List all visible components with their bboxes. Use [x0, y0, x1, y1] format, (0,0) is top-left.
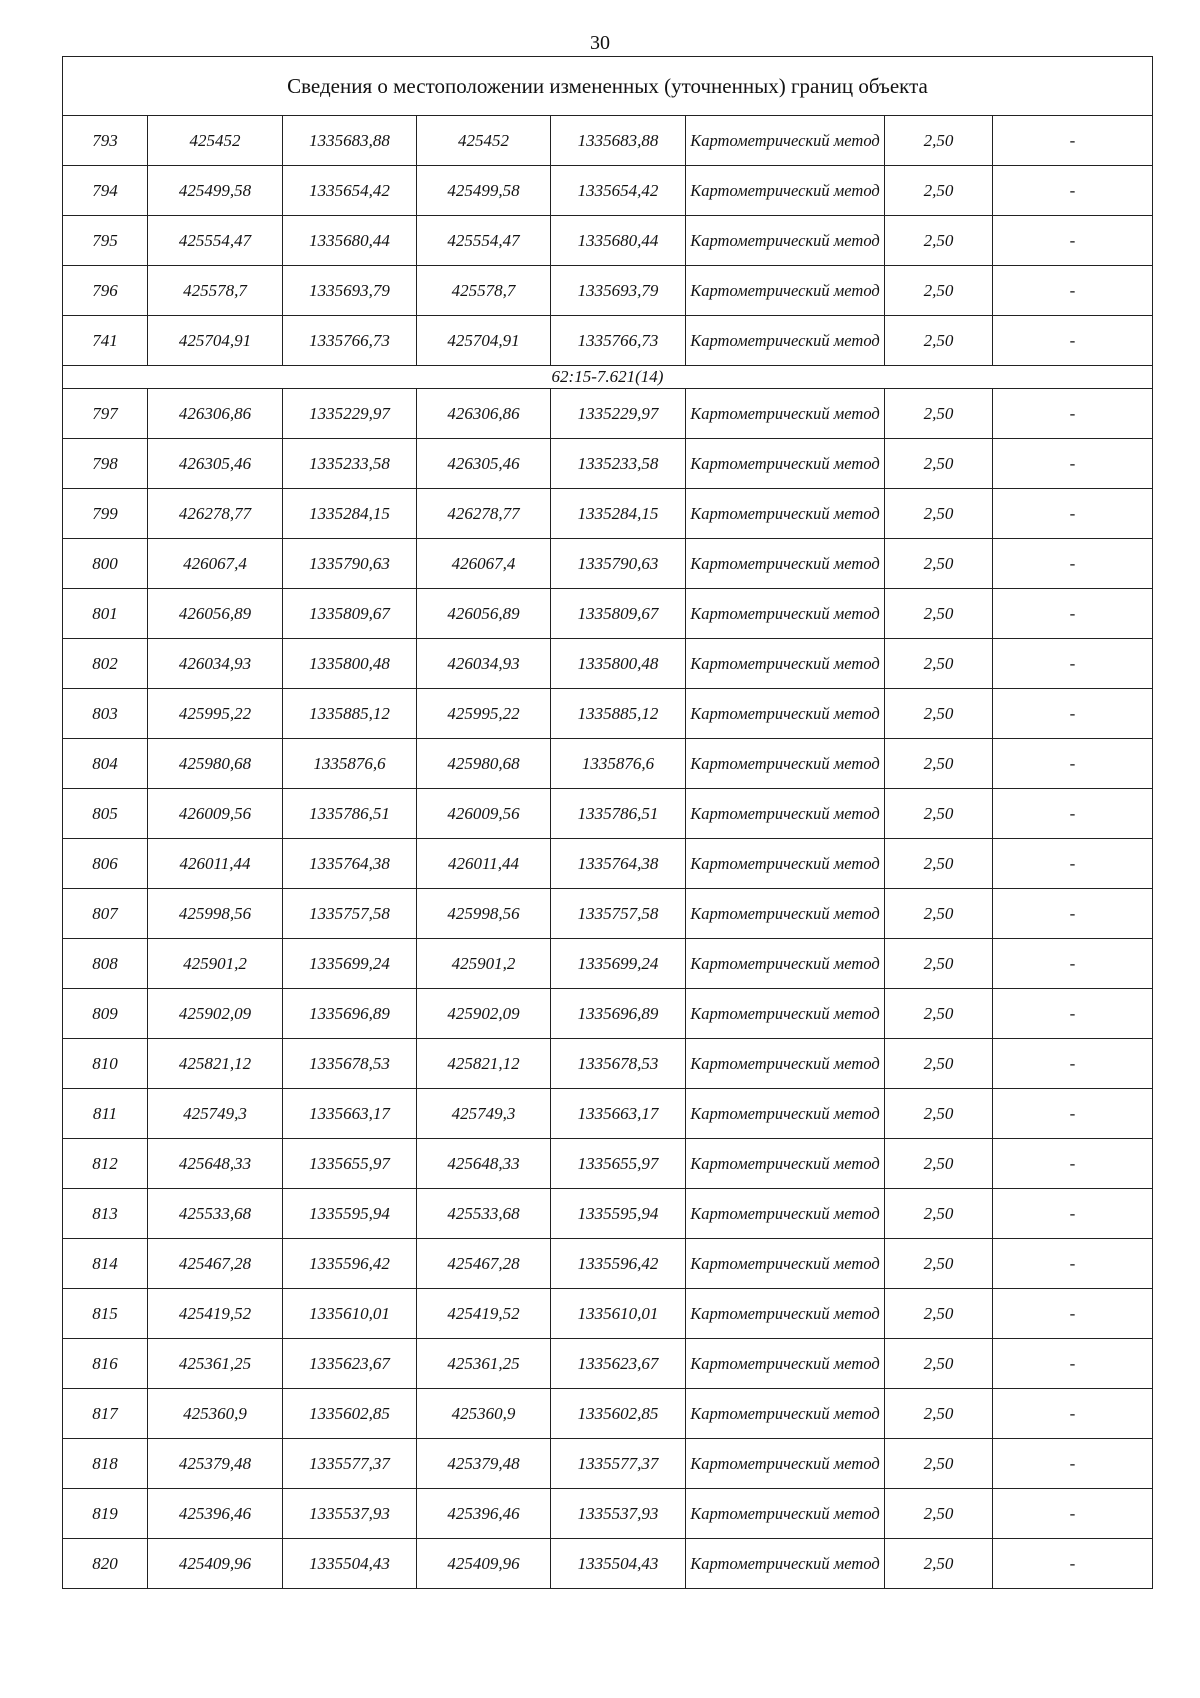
note-cell: -: [993, 539, 1153, 589]
precision-cell: 2,50: [885, 1389, 993, 1439]
table-body: [63, 57, 1153, 1589]
note-cell: -: [993, 1389, 1153, 1439]
note-cell: -: [993, 1139, 1153, 1189]
y-refined-cell: 1335678,53: [551, 1039, 686, 1089]
point-number-cell: 813: [63, 1189, 148, 1239]
precision-cell: 2,50: [885, 789, 993, 839]
method-cell: Картометрический метод: [686, 789, 885, 839]
y-existing-cell: 1335537,93: [283, 1489, 417, 1539]
x-refined-cell: 425578,7: [417, 266, 551, 316]
table-row: [63, 739, 1153, 789]
method-cell: Картометрический метод: [686, 1539, 885, 1589]
y-refined-cell: 1335876,6: [551, 739, 686, 789]
y-existing-cell: 1335809,67: [283, 589, 417, 639]
x-existing-cell: 425467,28: [148, 1239, 283, 1289]
method-cell: Картометрический метод: [686, 1289, 885, 1339]
method-cell: Картометрический метод: [686, 689, 885, 739]
point-number-cell: 798: [63, 439, 148, 489]
table-row: [63, 389, 1153, 439]
note-cell: -: [993, 989, 1153, 1039]
x-refined-cell: 425902,09: [417, 989, 551, 1039]
x-refined-cell: 425749,3: [417, 1089, 551, 1139]
method-cell: Картометрический метод: [686, 1139, 885, 1189]
precision-cell: 2,50: [885, 489, 993, 539]
table-row: [63, 266, 1153, 316]
y-existing-cell: 1335655,97: [283, 1139, 417, 1189]
y-refined-cell: 1335757,58: [551, 889, 686, 939]
y-existing-cell: 1335790,63: [283, 539, 417, 589]
point-number-cell: 796: [63, 266, 148, 316]
method-cell: Картометрический метод: [686, 1039, 885, 1089]
x-existing-cell: 425396,46: [148, 1489, 283, 1539]
table-row: [63, 1489, 1153, 1539]
y-refined-cell: 1335693,79: [551, 266, 686, 316]
x-existing-cell: 425533,68: [148, 1189, 283, 1239]
table-row: [63, 1239, 1153, 1289]
note-cell: -: [993, 1089, 1153, 1139]
y-refined-cell: 1335764,38: [551, 839, 686, 889]
precision-cell: 2,50: [885, 266, 993, 316]
table-row: [63, 689, 1153, 739]
x-refined-cell: 425554,47: [417, 216, 551, 266]
x-existing-cell: 425419,52: [148, 1289, 283, 1339]
point-number-cell: 741: [63, 316, 148, 366]
y-existing-cell: 1335595,94: [283, 1189, 417, 1239]
table-row: [63, 1339, 1153, 1389]
y-existing-cell: 1335504,43: [283, 1539, 417, 1589]
y-refined-cell: 1335655,97: [551, 1139, 686, 1189]
table-row: [63, 589, 1153, 639]
x-refined-cell: 425409,96: [417, 1539, 551, 1589]
table-title-row: [63, 57, 1153, 116]
note-cell: -: [993, 1489, 1153, 1539]
precision-cell: 2,50: [885, 839, 993, 889]
y-refined-cell: 1335790,63: [551, 539, 686, 589]
y-refined-cell: 1335654,42: [551, 166, 686, 216]
y-refined-cell: 1335595,94: [551, 1189, 686, 1239]
method-cell: Картометрический метод: [686, 439, 885, 489]
y-refined-cell: 1335229,97: [551, 389, 686, 439]
note-cell: -: [993, 389, 1153, 439]
x-refined-cell: 426056,89: [417, 589, 551, 639]
point-number-cell: 806: [63, 839, 148, 889]
coordinates-table: [62, 56, 1153, 1589]
note-cell: -: [993, 1189, 1153, 1239]
x-existing-cell: 426278,77: [148, 489, 283, 539]
precision-cell: 2,50: [885, 739, 993, 789]
y-existing-cell: 1335678,53: [283, 1039, 417, 1089]
x-refined-cell: 425396,46: [417, 1489, 551, 1539]
method-cell: Картометрический метод: [686, 589, 885, 639]
x-refined-cell: 425980,68: [417, 739, 551, 789]
x-existing-cell: 426009,56: [148, 789, 283, 839]
note-cell: -: [993, 316, 1153, 366]
note-cell: -: [993, 1289, 1153, 1339]
precision-cell: 2,50: [885, 1189, 993, 1239]
y-refined-cell: 1335680,44: [551, 216, 686, 266]
point-number-cell: 795: [63, 216, 148, 266]
point-number-cell: 818: [63, 1439, 148, 1489]
y-refined-cell: 1335766,73: [551, 316, 686, 366]
x-existing-cell: 425749,3: [148, 1089, 283, 1139]
x-existing-cell: 426011,44: [148, 839, 283, 889]
table-row: [63, 839, 1153, 889]
point-number-cell: 804: [63, 739, 148, 789]
y-existing-cell: 1335786,51: [283, 789, 417, 839]
y-refined-cell: 1335800,48: [551, 639, 686, 689]
x-existing-cell: 425360,9: [148, 1389, 283, 1439]
y-refined-cell: 1335683,88: [551, 116, 686, 166]
note-cell: -: [993, 116, 1153, 166]
point-number-cell: 802: [63, 639, 148, 689]
method-cell: Картометрический метод: [686, 216, 885, 266]
x-existing-cell: 425995,22: [148, 689, 283, 739]
x-existing-cell: 426056,89: [148, 589, 283, 639]
x-refined-cell: 426034,93: [417, 639, 551, 689]
x-refined-cell: 425379,48: [417, 1439, 551, 1489]
y-refined-cell: 1335786,51: [551, 789, 686, 839]
y-refined-cell: 1335233,58: [551, 439, 686, 489]
point-number-cell: 809: [63, 989, 148, 1039]
method-cell: Картометрический метод: [686, 1239, 885, 1289]
y-existing-cell: 1335764,38: [283, 839, 417, 889]
method-cell: Картометрический метод: [686, 266, 885, 316]
point-number-cell: 793: [63, 116, 148, 166]
method-cell: Картометрический метод: [686, 1089, 885, 1139]
y-existing-cell: 1335602,85: [283, 1389, 417, 1439]
x-existing-cell: 425452: [148, 116, 283, 166]
x-existing-cell: 425902,09: [148, 989, 283, 1039]
note-cell: -: [993, 1039, 1153, 1089]
precision-cell: 2,50: [885, 389, 993, 439]
method-cell: Картометрический метод: [686, 989, 885, 1039]
x-existing-cell: 425578,7: [148, 266, 283, 316]
precision-cell: 2,50: [885, 1339, 993, 1389]
x-refined-cell: 425360,9: [417, 1389, 551, 1439]
table-row: [63, 1539, 1153, 1589]
y-existing-cell: 1335663,17: [283, 1089, 417, 1139]
point-number-cell: 805: [63, 789, 148, 839]
y-refined-cell: 1335284,15: [551, 489, 686, 539]
method-cell: Картометрический метод: [686, 889, 885, 939]
table-row: [63, 116, 1153, 166]
note-cell: -: [993, 589, 1153, 639]
point-number-cell: 815: [63, 1289, 148, 1339]
note-cell: -: [993, 1439, 1153, 1489]
method-cell: Картометрический метод: [686, 1439, 885, 1489]
y-existing-cell: 1335693,79: [283, 266, 417, 316]
note-cell: -: [993, 266, 1153, 316]
method-cell: Картометрический метод: [686, 316, 885, 366]
note-cell: -: [993, 489, 1153, 539]
point-number-cell: 814: [63, 1239, 148, 1289]
point-number-cell: 819: [63, 1489, 148, 1539]
y-existing-cell: 1335596,42: [283, 1239, 417, 1289]
x-existing-cell: 425499,58: [148, 166, 283, 216]
x-existing-cell: 426305,46: [148, 439, 283, 489]
method-cell: Картометрический метод: [686, 166, 885, 216]
note-cell: -: [993, 889, 1153, 939]
y-existing-cell: 1335654,42: [283, 166, 417, 216]
y-existing-cell: 1335699,24: [283, 939, 417, 989]
x-existing-cell: 426306,86: [148, 389, 283, 439]
x-refined-cell: 425467,28: [417, 1239, 551, 1289]
y-refined-cell: 1335504,43: [551, 1539, 686, 1589]
point-number-cell: 808: [63, 939, 148, 989]
precision-cell: 2,50: [885, 1489, 993, 1539]
x-existing-cell: 426067,4: [148, 539, 283, 589]
note-cell: -: [993, 689, 1153, 739]
table-row: [63, 1389, 1153, 1439]
table-row: [63, 1289, 1153, 1339]
precision-cell: 2,50: [885, 539, 993, 589]
y-existing-cell: 1335623,67: [283, 1339, 417, 1389]
y-refined-cell: 1335885,12: [551, 689, 686, 739]
method-cell: Картометрический метод: [686, 1489, 885, 1539]
table-row: [63, 216, 1153, 266]
table-row: [63, 489, 1153, 539]
y-existing-cell: 1335680,44: [283, 216, 417, 266]
x-refined-cell: 425704,91: [417, 316, 551, 366]
table-row: [63, 639, 1153, 689]
table-row: [63, 316, 1153, 366]
precision-cell: 2,50: [885, 1289, 993, 1339]
precision-cell: 2,50: [885, 1239, 993, 1289]
y-refined-cell: 1335623,67: [551, 1339, 686, 1389]
y-existing-cell: 1335610,01: [283, 1289, 417, 1339]
precision-cell: 2,50: [885, 889, 993, 939]
x-refined-cell: 425648,33: [417, 1139, 551, 1189]
y-refined-cell: 1335610,01: [551, 1289, 686, 1339]
y-existing-cell: 1335229,97: [283, 389, 417, 439]
precision-cell: 2,50: [885, 1539, 993, 1589]
table-row: [63, 789, 1153, 839]
note-cell: -: [993, 439, 1153, 489]
precision-cell: 2,50: [885, 989, 993, 1039]
method-cell: Картометрический метод: [686, 939, 885, 989]
note-cell: -: [993, 789, 1153, 839]
y-existing-cell: 1335577,37: [283, 1439, 417, 1489]
y-existing-cell: 1335885,12: [283, 689, 417, 739]
method-cell: Картометрический метод: [686, 539, 885, 589]
point-number-cell: 797: [63, 389, 148, 439]
table-row: [63, 989, 1153, 1039]
x-existing-cell: 425648,33: [148, 1139, 283, 1189]
y-refined-cell: 1335663,17: [551, 1089, 686, 1139]
method-cell: Картометрический метод: [686, 389, 885, 439]
precision-cell: 2,50: [885, 1439, 993, 1489]
x-existing-cell: 425554,47: [148, 216, 283, 266]
x-refined-cell: 426305,46: [417, 439, 551, 489]
x-refined-cell: 426278,77: [417, 489, 551, 539]
note-cell: -: [993, 939, 1153, 989]
y-existing-cell: 1335757,58: [283, 889, 417, 939]
x-refined-cell: 425995,22: [417, 689, 551, 739]
x-refined-cell: 425499,58: [417, 166, 551, 216]
table-row: [63, 1039, 1153, 1089]
precision-cell: 2,50: [885, 1039, 993, 1089]
x-existing-cell: 425704,91: [148, 316, 283, 366]
point-number-cell: 801: [63, 589, 148, 639]
x-refined-cell: 425998,56: [417, 889, 551, 939]
x-refined-cell: 425419,52: [417, 1289, 551, 1339]
x-existing-cell: 425409,96: [148, 1539, 283, 1589]
y-refined-cell: 1335596,42: [551, 1239, 686, 1289]
y-existing-cell: 1335683,88: [283, 116, 417, 166]
x-refined-cell: 426009,56: [417, 789, 551, 839]
x-refined-cell: 425361,25: [417, 1339, 551, 1389]
point-number-cell: 812: [63, 1139, 148, 1189]
x-existing-cell: 425901,2: [148, 939, 283, 989]
table-row: [63, 539, 1153, 589]
note-cell: -: [993, 639, 1153, 689]
y-refined-cell: 1335696,89: [551, 989, 686, 1039]
table-row: [63, 1139, 1153, 1189]
y-refined-cell: 1335602,85: [551, 1389, 686, 1439]
point-number-cell: 816: [63, 1339, 148, 1389]
precision-cell: 2,50: [885, 939, 993, 989]
precision-cell: 2,50: [885, 116, 993, 166]
table-row: [63, 166, 1153, 216]
x-existing-cell: 425821,12: [148, 1039, 283, 1089]
x-refined-cell: 425821,12: [417, 1039, 551, 1089]
method-cell: Картометрический метод: [686, 1389, 885, 1439]
precision-cell: 2,50: [885, 166, 993, 216]
y-existing-cell: 1335766,73: [283, 316, 417, 366]
method-cell: Картометрический метод: [686, 1339, 885, 1389]
note-cell: -: [993, 839, 1153, 889]
y-existing-cell: 1335876,6: [283, 739, 417, 789]
x-refined-cell: 425452: [417, 116, 551, 166]
x-refined-cell: 425533,68: [417, 1189, 551, 1239]
precision-cell: 2,50: [885, 316, 993, 366]
x-existing-cell: 425998,56: [148, 889, 283, 939]
y-existing-cell: 1335800,48: [283, 639, 417, 689]
point-number-cell: 810: [63, 1039, 148, 1089]
method-cell: Картометрический метод: [686, 1189, 885, 1239]
point-number-cell: 820: [63, 1539, 148, 1589]
table-row: [63, 439, 1153, 489]
point-number-cell: 794: [63, 166, 148, 216]
method-cell: Картометрический метод: [686, 739, 885, 789]
precision-cell: 2,50: [885, 639, 993, 689]
precision-cell: 2,50: [885, 439, 993, 489]
page-number: 30: [590, 32, 610, 54]
x-refined-cell: 426306,86: [417, 389, 551, 439]
x-existing-cell: 426034,93: [148, 639, 283, 689]
table-row: [63, 1089, 1153, 1139]
table-title: Сведения о местоположении измененных (уточненных) границ объекта: [63, 57, 1153, 116]
section-label: 62:15-7.621(14): [63, 366, 1153, 389]
point-number-cell: 807: [63, 889, 148, 939]
y-existing-cell: 1335233,58: [283, 439, 417, 489]
table-row: [63, 889, 1153, 939]
x-refined-cell: 425901,2: [417, 939, 551, 989]
point-number-cell: 803: [63, 689, 148, 739]
point-number-cell: 799: [63, 489, 148, 539]
note-cell: -: [993, 1239, 1153, 1289]
precision-cell: 2,50: [885, 216, 993, 266]
y-refined-cell: 1335537,93: [551, 1489, 686, 1539]
precision-cell: 2,50: [885, 589, 993, 639]
section-row: [63, 366, 1153, 389]
table-row: [63, 1439, 1153, 1489]
note-cell: -: [993, 216, 1153, 266]
note-cell: -: [993, 166, 1153, 216]
note-cell: -: [993, 739, 1153, 789]
precision-cell: 2,50: [885, 689, 993, 739]
x-existing-cell: 425980,68: [148, 739, 283, 789]
note-cell: -: [993, 1339, 1153, 1389]
point-number-cell: 800: [63, 539, 148, 589]
y-refined-cell: 1335577,37: [551, 1439, 686, 1489]
point-number-cell: 817: [63, 1389, 148, 1439]
x-refined-cell: 426067,4: [417, 539, 551, 589]
method-cell: Картометрический метод: [686, 116, 885, 166]
precision-cell: 2,50: [885, 1139, 993, 1189]
y-refined-cell: 1335809,67: [551, 589, 686, 639]
y-refined-cell: 1335699,24: [551, 939, 686, 989]
x-existing-cell: 425361,25: [148, 1339, 283, 1389]
table-row: [63, 1189, 1153, 1239]
point-number-cell: 811: [63, 1089, 148, 1139]
precision-cell: 2,50: [885, 1089, 993, 1139]
x-existing-cell: 425379,48: [148, 1439, 283, 1489]
method-cell: Картометрический метод: [686, 839, 885, 889]
y-existing-cell: 1335696,89: [283, 989, 417, 1039]
y-existing-cell: 1335284,15: [283, 489, 417, 539]
method-cell: Картометрический метод: [686, 489, 885, 539]
note-cell: -: [993, 1539, 1153, 1589]
table-row: [63, 939, 1153, 989]
method-cell: Картометрический метод: [686, 639, 885, 689]
x-refined-cell: 426011,44: [417, 839, 551, 889]
